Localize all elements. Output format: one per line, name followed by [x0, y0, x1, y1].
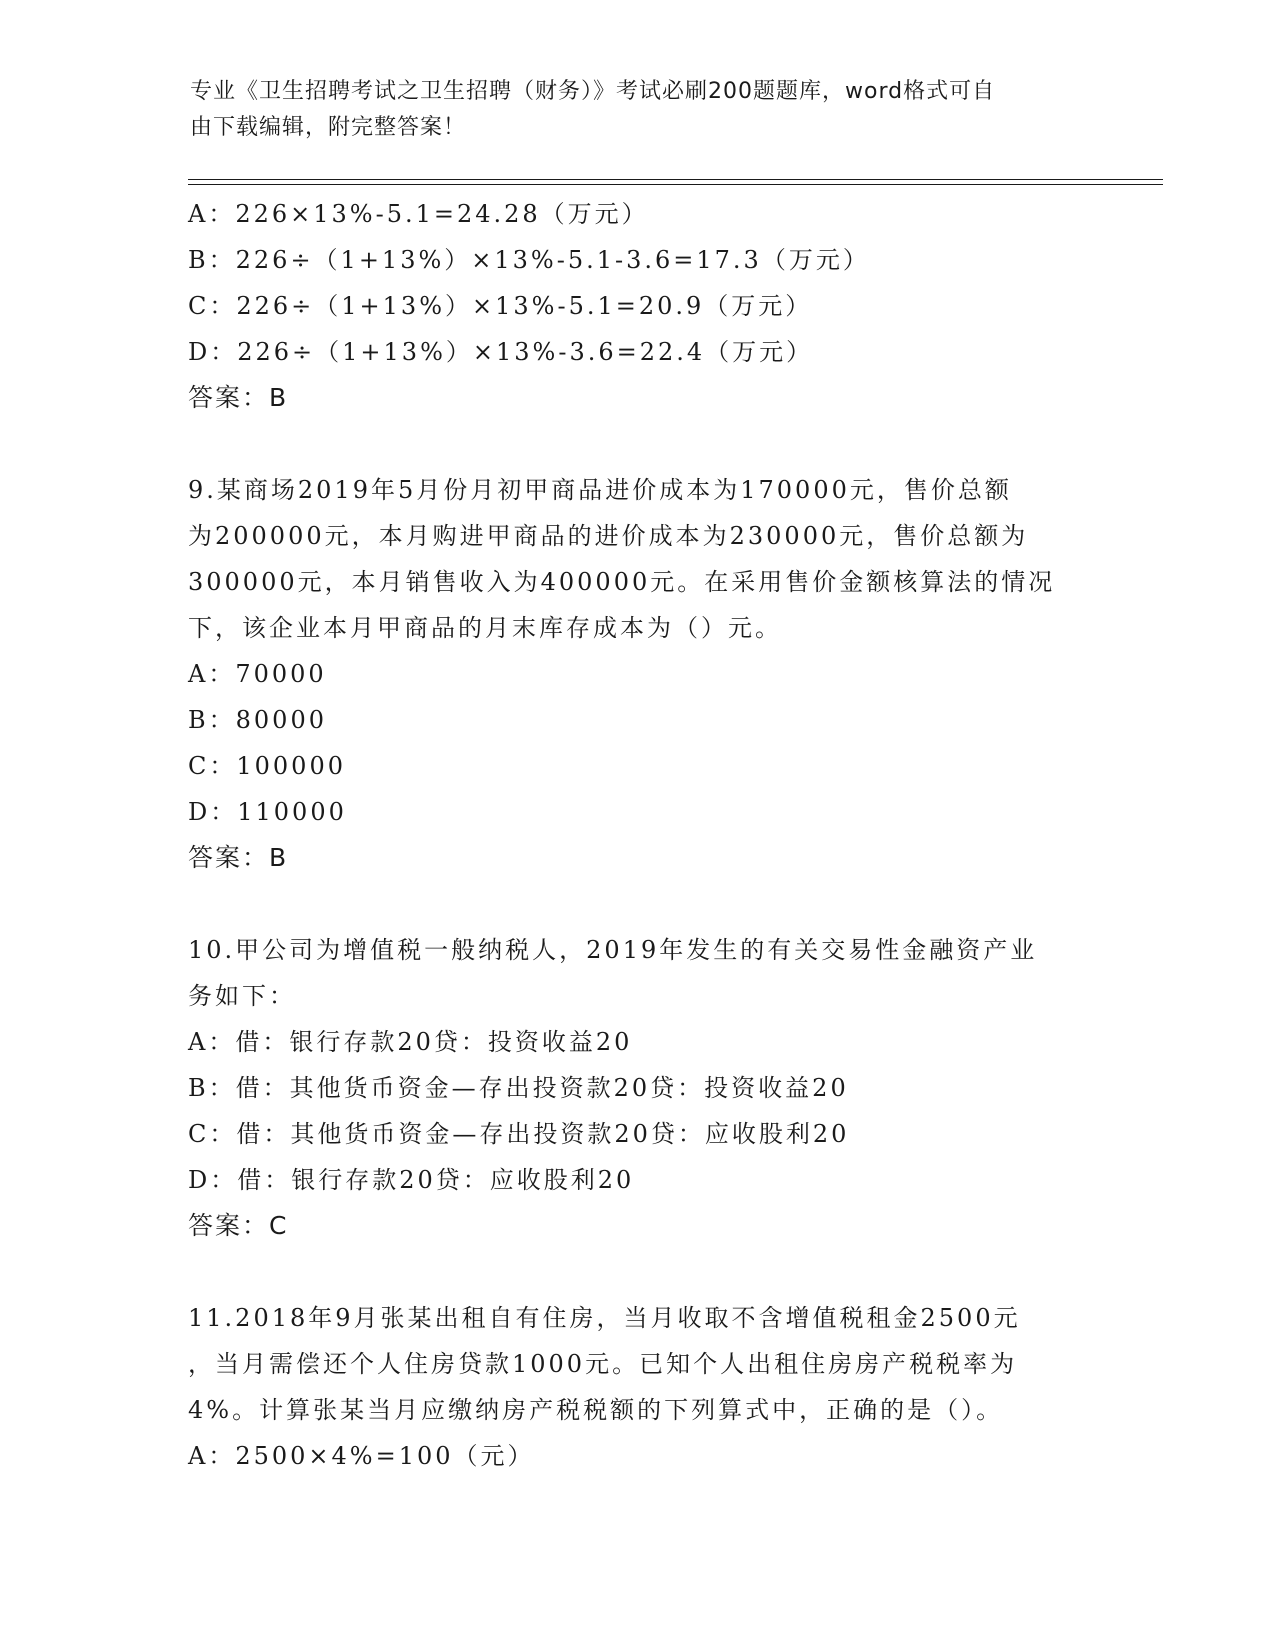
question-11-option-a: A：2500×4%=100（元） — [188, 1442, 535, 1470]
question-8-block — [188, 191, 1088, 421]
question-11-text-line-3: 4%。计算张某当月应缴纳房产税税额的下列算式中，正确的是（）。 — [188, 1396, 1004, 1424]
question-9-text-line-2: 为200000元，本月购进甲商品的进价成本为230000元，售价总额为 — [188, 522, 1029, 550]
question-spacer — [188, 421, 1088, 467]
header-divider-top — [188, 179, 1163, 180]
question-9-text-line-3: 300000元，本月销售收入为400000元。在采用售价金额核算法的情况 — [188, 568, 1056, 596]
question-8-option-c: C：226÷（1+13%）×13%-5.1=20.9（万元） — [188, 292, 813, 320]
question-10-text-line-2: 务如下： — [188, 982, 296, 1010]
header-line-2: 由下载编辑，附完整答案！ — [190, 115, 467, 140]
document-body — [188, 191, 1088, 1479]
question-9-option-a: A：70000 — [188, 660, 327, 688]
question-9-option-d: D：110000 — [188, 798, 347, 826]
document-header — [190, 74, 1090, 146]
question-9-text-line-4: 下，该企业本月甲商品的月末库存成本为（）元。 — [188, 614, 782, 642]
question-10-text-line-1: 10.甲公司为增值税一般纳税人，2019年发生的有关交易性金融资产业 — [188, 936, 1038, 964]
question-9-option-b: B：80000 — [188, 706, 327, 734]
question-10-option-b: B：借：其他货币资金—存出投资款20贷：投资收益20 — [188, 1074, 849, 1102]
question-10-option-c: C：借：其他货币资金—存出投资款20贷：应收股利20 — [188, 1120, 850, 1148]
question-11-text-line-2: ，当月需偿还个人住房贷款1000元。已知个人出租住房房产税税率为 — [188, 1350, 1018, 1378]
header-line-1: 专业《卫生招聘考试之卫生招聘（财务）》考试必刷200题题库，word格式可自 — [190, 79, 996, 104]
question-10-answer: 答案：C — [188, 1211, 289, 1240]
header-divider-bottom — [188, 184, 1163, 185]
question-8-option-d: D：226÷（1+13%）×13%-3.6=22.4（万元） — [188, 338, 814, 366]
question-10-block — [188, 927, 1088, 1249]
question-10-option-d: D：借：银行存款20贷：应收股利20 — [188, 1166, 635, 1194]
question-spacer — [188, 881, 1088, 927]
question-11-block — [188, 1295, 1088, 1479]
question-9-option-c: C：100000 — [188, 752, 346, 780]
question-9-answer: 答案：B — [188, 843, 289, 872]
question-9-text-line-1: 9.某商场2019年5月份月初甲商品进价成本为170000元，售价总额 — [188, 476, 1012, 504]
question-9-block — [188, 467, 1088, 881]
question-8-option-b: B：226÷（1+13%）×13%-5.1-3.6=17.3（万元） — [188, 246, 870, 274]
question-8-answer: 答案：B — [188, 383, 289, 412]
question-10-option-a: A：借：银行存款20贷：投资收益20 — [188, 1028, 633, 1056]
question-8-option-a: A：226×13%-5.1=24.28（万元） — [188, 200, 649, 228]
question-11-text-line-1: 11.2018年9月张某出租自有住房，当月收取不含增值税租金2500元 — [188, 1304, 1021, 1332]
question-spacer — [188, 1249, 1088, 1295]
